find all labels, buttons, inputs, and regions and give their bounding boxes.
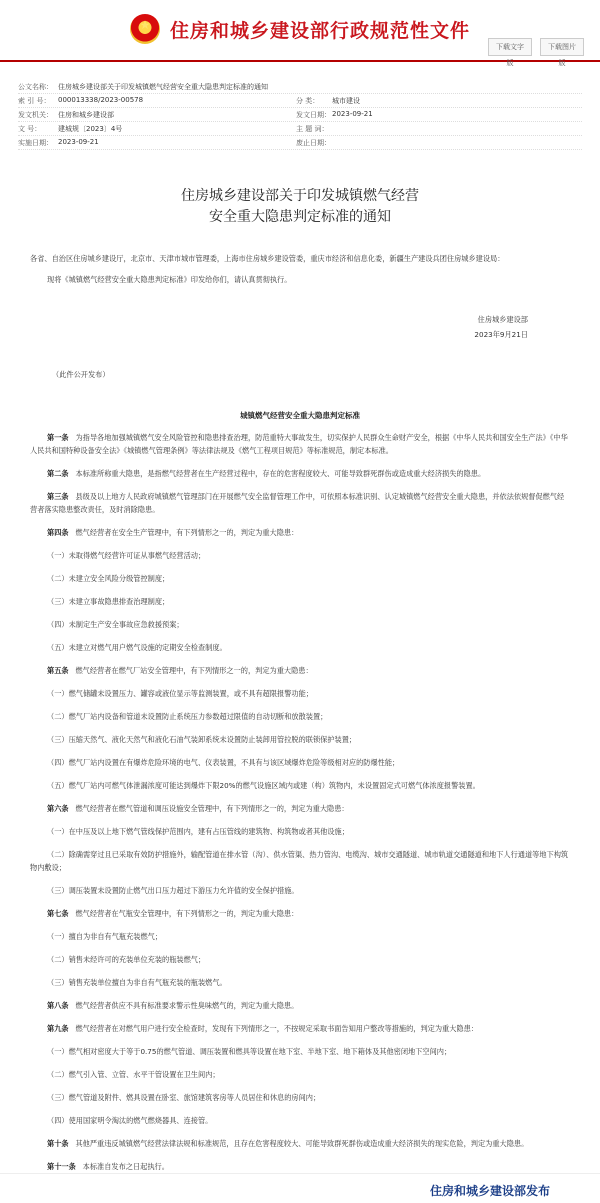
article-text: 本标准自发布之日起执行。 xyxy=(82,1162,169,1171)
document-metadata-table xyxy=(18,80,582,150)
metadata-cell xyxy=(18,138,296,148)
metadata-row xyxy=(18,122,582,136)
header-title-group xyxy=(130,14,470,44)
metadata-key: 文 号： xyxy=(18,124,42,133)
metadata-key: 索 引 号： xyxy=(18,96,51,105)
metadata-cell xyxy=(18,82,296,92)
metadata-row xyxy=(18,94,582,108)
metadata-row xyxy=(18,136,582,150)
national-emblem-icon xyxy=(130,14,160,44)
metadata-cell xyxy=(18,124,296,134)
public-release-note: （此件公开发布） xyxy=(52,370,110,379)
article-text: 燃气经营者供应不具有标准要求警示性臭味燃气的，判定为重大隐患。 xyxy=(75,1001,299,1010)
metadata-cell xyxy=(296,124,582,134)
metadata-row xyxy=(18,108,582,122)
intro-paragraph: 现将《城镇燃气经营安全重大隐患判定标准》印发给你们，请认真贯彻执行。 xyxy=(47,275,292,284)
metadata-key: 发文机关： xyxy=(18,110,53,119)
page-title: 住房和城乡建设部行政规范性文件 xyxy=(170,19,471,42)
document-title xyxy=(0,186,600,228)
article-label: 第四条 xyxy=(47,528,69,537)
metadata-key: 发文日期： xyxy=(296,110,331,119)
article-label: 第八条 xyxy=(47,1001,69,1010)
metadata-cell xyxy=(296,110,582,120)
article-item: （三）未建立事故隐患排查治理制度； xyxy=(47,597,170,606)
article-label: 第一条 xyxy=(47,433,69,442)
page-footer xyxy=(0,1173,600,1203)
article-text: 其他严重违反城镇燃气经营法律法规和标准规范，且存在危害程度较大、可能导致群死群伤或造成重大经济损失的现实危险，判定为重大隐患。 xyxy=(75,1139,529,1148)
article-item: （二）销售未经许可的充装单位充装的瓶装燃气； xyxy=(47,955,206,964)
article-item: （一）未取得燃气经营许可证从事燃气经营活动； xyxy=(47,551,206,560)
article-paragraph xyxy=(30,1137,570,1150)
metadata-cell xyxy=(296,138,582,148)
article-item: （一）擅自为非自有气瓶充装燃气； xyxy=(47,932,163,941)
document-title-line-2: 安全重大隐患判定标准的通知 xyxy=(209,209,391,225)
article-item: （一）燃气储罐未设置压力、罐容或液位显示等监测装置，或不具有超限报警功能； xyxy=(47,689,313,698)
metadata-value: 000013338/2023-00578 xyxy=(58,95,144,104)
article-text: 燃气经营者在对燃气用户进行安全检查时，发现有下列情形之一，不按规定采取书面告知用户整改等措施的，判定为重大隐患： xyxy=(75,1024,478,1033)
signing-organization: 住房城乡建设部 xyxy=(477,315,528,324)
metadata-key: 实施日期： xyxy=(18,138,53,147)
metadata-key: 公文名称： xyxy=(18,82,53,91)
article-paragraph xyxy=(30,1160,570,1173)
metadata-key: 主 题 词： xyxy=(296,124,329,133)
article-paragraph xyxy=(30,526,570,539)
article-text: 县级及以上地方人民政府城镇燃气管理部门在开展燃气安全监督管理工作中，可依照本标准识别、认定城镇燃气经营安全重大隐患，并依法依规督促燃气经营者落实隐患整改责任，及时消除隐患。 xyxy=(30,492,565,514)
article-paragraph xyxy=(30,1022,570,1035)
article-paragraph xyxy=(30,664,570,677)
article-label: 第三条 xyxy=(47,492,69,501)
article-text: 本标准所称重大隐患，是指燃气经营者在生产经营过程中，存在的危害程度较大、可能导致群死群伤或造成重大经济损失的隐患。 xyxy=(75,469,486,478)
metadata-key: 废止日期： xyxy=(296,138,331,147)
article-label: 第五条 xyxy=(47,666,69,675)
article-text: 燃气经营者在安全生产管理中，有下列情形之一的，判定为重大隐患： xyxy=(75,528,299,537)
article-item: （四）未制定生产安全事故应急救援预案； xyxy=(47,620,184,629)
article-item: （一）燃气相对密度大于等于0.75的燃气管道、调压装置和燃具等设置在地下室、半地下室、地下箱体及其他密闭地下空间内； xyxy=(47,1047,452,1056)
article-item: （三）压缩天然气、液化天然气和液化石油气装卸系统未设置防止装卸用管拉脱的联锁保护装置； xyxy=(47,735,357,744)
document-title-line-1: 住房城乡建设部关于印发城镇燃气经营 xyxy=(181,188,419,204)
download-text-button[interactable]: 下载文字版 xyxy=(488,38,532,56)
article-item: （二）燃气厂站内设备和管道未设置防止系统压力参数超过限值的自动切断和放散装置； xyxy=(47,712,328,721)
article-item: （二）燃气引入管、立管、水平干管设置在卫生间内； xyxy=(47,1070,220,1079)
addressee: 各省、自治区住房城乡建设厅，北京市、天津市城市管理委，上海市住房城乡建设管委，重庆市经济和信息化委，新疆生产建设兵团住房城乡建设局： xyxy=(30,254,505,263)
page-header xyxy=(0,0,600,67)
article-paragraph xyxy=(30,802,570,815)
article-item: （五）未建立对燃气用户燃气设施的定期安全检查制度。 xyxy=(47,643,227,652)
metadata-value: 2023-09-21 xyxy=(58,137,99,146)
article-paragraph xyxy=(30,431,570,457)
articles-body xyxy=(0,431,600,1173)
article-paragraph xyxy=(30,490,570,516)
article-label: 第六条 xyxy=(47,804,69,813)
article-paragraph xyxy=(30,907,570,920)
article-item: （四）使用国家明令淘汰的燃气燃烧器具、连接管。 xyxy=(47,1116,213,1125)
metadata-row xyxy=(18,80,582,94)
metadata-value: 住房和城乡建设部 xyxy=(58,110,114,119)
article-text: 燃气经营者在燃气管道和调压设施安全管理中，有下列情形之一的，判定为重大隐患： xyxy=(75,804,349,813)
article-item: （一）在中压及以上地下燃气管线保护范围内，建有占压管线的建筑物、构筑物或者其他设施； xyxy=(47,827,349,836)
metadata-cell xyxy=(18,96,296,106)
article-label: 第七条 xyxy=(47,909,69,918)
article-item: （二）未建立安全风险分级管控制度； xyxy=(47,574,170,583)
article-item: （三）调压装置未设置防止燃气出口压力超过下游压力允许值的安全保护措施。 xyxy=(47,886,299,895)
article-label: 第十一条 xyxy=(47,1162,76,1171)
metadata-value: 建城规〔2023〕4号 xyxy=(58,124,123,133)
article-item: （二）除确需穿过且已采取有效防护措施外，输配管道在排水管（沟）、供水管渠、热力管沟、电缆沟、城市交通隧道、城市轨道交通隧道和地下人行通道等地下构筑物内敷设； xyxy=(30,850,569,872)
metadata-key: 分 类： xyxy=(296,96,320,105)
article-paragraph xyxy=(30,999,570,1012)
article-item: （三）燃气管道及附件、燃具设置在卧室、旅馆建筑客房等人员居住和休息的房间内； xyxy=(47,1093,321,1102)
metadata-value: 住房城乡建设部关于印发城镇燃气经营安全重大隐患判定标准的通知 xyxy=(58,82,268,91)
article-label: 第十条 xyxy=(47,1139,69,1148)
article-label: 第九条 xyxy=(47,1024,69,1033)
metadata-cell xyxy=(296,96,582,106)
footer-publisher: 住房和城乡建设部发布 xyxy=(429,1184,550,1198)
article-item: （四）燃气厂站内设置在有爆炸危险环境的电气、仪表装置，不具有与该区域爆炸危险等级相对应的防爆性能； xyxy=(47,758,400,767)
signing-date: 2023年9月21日 xyxy=(474,330,528,339)
article-text: 燃气经营者在气瓶安全管理中，有下列情形之一的，判定为重大隐患： xyxy=(75,909,299,918)
article-text: 为指导各地加强城镇燃气安全风险管控和隐患排查治理，防范重特大事故发生，切实保护人民群众生命财产安全，根据《中华人民共和国安全生产法》《中华人民共和国特种设备安全法》《城镇燃气管理条例》等法律法规及《燃气工程项目规范》等标准规范，制定本标准。 xyxy=(30,433,568,455)
standard-title: 城镇燃气经营安全重大隐患判定标准 xyxy=(240,411,360,420)
metadata-value: 城市建设 xyxy=(332,96,360,105)
article-item: （三）销售充装单位擅自为非自有气瓶充装的瓶装燃气。 xyxy=(47,978,227,987)
article-paragraph xyxy=(30,467,570,480)
metadata-value: 2023-09-21 xyxy=(332,109,373,118)
article-item: （五）燃气厂站内可燃气体泄漏浓度可能达到爆炸下限20%的燃气设施区域内或建（构）筑物内，未设置固定式可燃气体浓度报警装置。 xyxy=(47,781,480,790)
download-image-button[interactable]: 下载图片版 xyxy=(540,38,584,56)
article-label: 第二条 xyxy=(47,469,69,478)
metadata-cell xyxy=(18,110,296,120)
article-text: 燃气经营者在燃气厂站安全管理中，有下列情形之一的，判定为重大隐患： xyxy=(75,666,313,675)
